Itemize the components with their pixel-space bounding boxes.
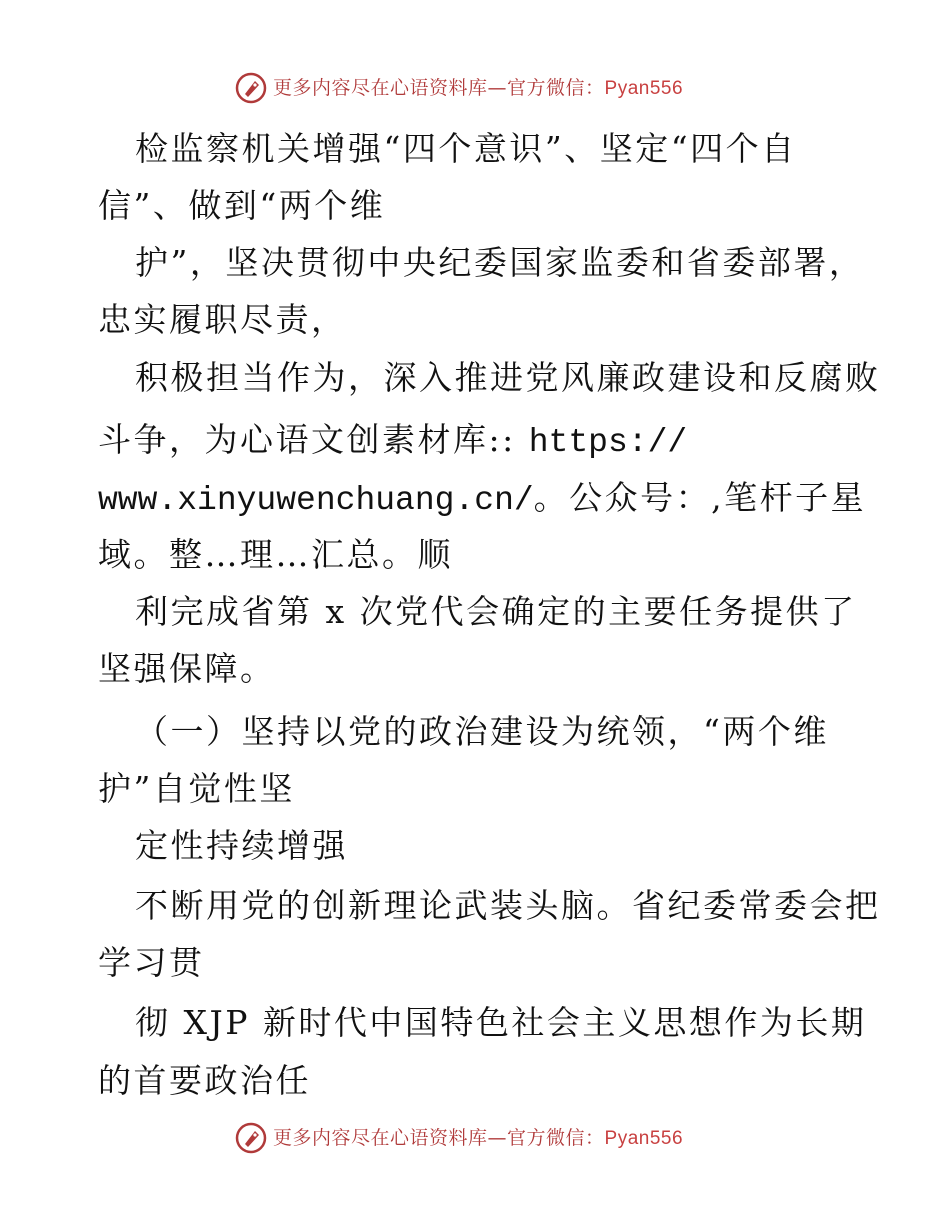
url-link: www.xinyuwenchuang.cn/	[98, 482, 534, 519]
url-fragment: https://	[528, 424, 688, 461]
text-line	[98, 478, 866, 521]
text-line: 的首要政治任	[98, 1061, 311, 1100]
text-line: 积极担当作为，深入推进党风廉政建设和反腐败	[135, 358, 881, 397]
text-line: 域。整…理…汇总。顺	[98, 535, 453, 574]
section-heading-line: （一）坚持以党的政治建设为统领，“两个维	[135, 712, 829, 751]
pen-nib-seal-icon	[235, 1122, 267, 1154]
watermark-handle: Pyan556	[604, 78, 684, 99]
pen-nib-seal-icon	[235, 72, 267, 104]
text-line: 利完成省第 x 次党代会确定的主要任务提供了	[135, 592, 857, 631]
section-heading-line: 定性持续增强	[135, 826, 348, 865]
footer-watermark	[0, 1120, 950, 1160]
text-line: 检监察机关增强“四个意识”、坚定“四个自	[135, 129, 797, 168]
text-line: 信”、做到“两个维	[98, 186, 386, 225]
watermark-handle: Pyan556	[604, 1128, 684, 1149]
text-line: 坚强保障。	[98, 649, 276, 688]
header-watermark	[0, 70, 950, 110]
watermark-text: 更多内容尽在心语资料库—官方微信：Pyan556	[273, 1127, 684, 1149]
text-segment: 斗争，为心语文创素材库::	[98, 420, 516, 459]
section-heading-line: 护”自觉性坚	[98, 769, 295, 808]
text-line: 不断用党的创新理论武装头脑。省纪委常委会把	[135, 886, 881, 925]
watermark-text: 更多内容尽在心语资料库—官方微信：Pyan556	[273, 77, 684, 99]
text-line	[98, 420, 687, 463]
text-line: 忠实履职尽责，	[98, 300, 347, 339]
text-line: 护”，坚决贯彻中央纪委国家监委和省委部署，	[135, 243, 865, 282]
text-segment: 。公众号：,笔杆子星	[533, 478, 867, 517]
text-line: 彻 XJP 新时代中国特色社会主义思想作为长期	[135, 1003, 867, 1042]
text-line: 学习贯	[98, 943, 205, 982]
